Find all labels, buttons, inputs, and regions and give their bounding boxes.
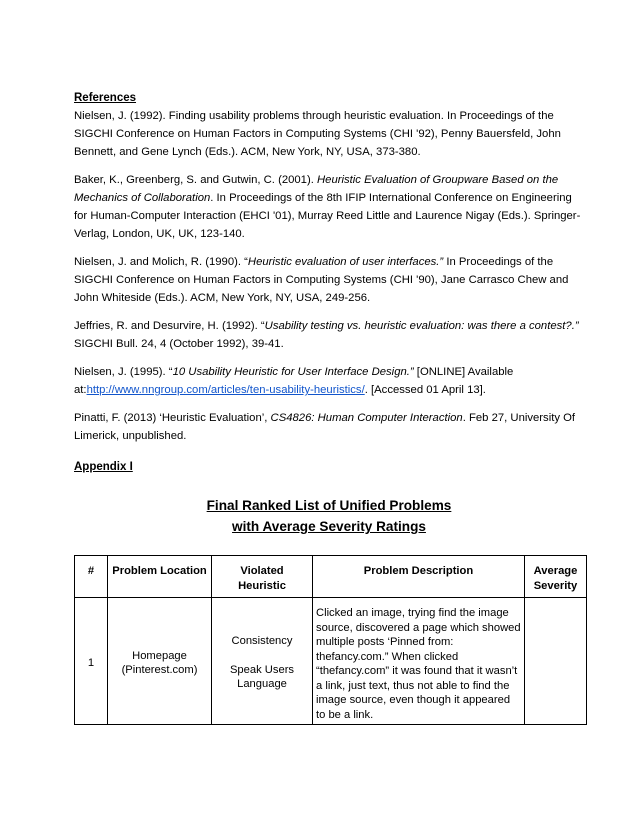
header-problem-location: Problem Location xyxy=(108,556,212,598)
reference-italic-title: CS4826: Human Computer Interaction xyxy=(270,412,463,424)
document-page xyxy=(74,90,584,725)
row-heuristic-2-line2: Language xyxy=(237,678,287,691)
reference-text: In Proceedings of the SIGCHI Conference on Human Factors in Computing Systems (CHI '90), Jane Carrasco Chew and John Whiteside (Eds.). ACM, New York, NY, USA, 249-256. xyxy=(74,256,569,304)
reference-text: Pinatti, F. (2013) ‘Heuristic Evaluation’, xyxy=(74,412,271,424)
reference-text: . Feb 27, University Of Limerick, unpublished. xyxy=(74,412,576,442)
reference-item xyxy=(74,363,584,399)
row-heuristic-1: Consistency xyxy=(231,635,293,648)
reference-item xyxy=(74,253,584,307)
row-location-line2: (Pinterest.com) xyxy=(121,664,198,676)
reference-italic-title: 10 Usability Heuristic for User Interface Design.” xyxy=(172,366,414,378)
row-heuristic-2-line1: Speak Users xyxy=(229,663,295,676)
appendix-title-line1: Final Ranked List of Unified Problems xyxy=(206,498,452,513)
appendix-title-line2: with Average Severity Ratings xyxy=(232,519,426,534)
reference-item xyxy=(74,317,584,353)
reference-italic-title: Heuristic Evaluation of Groupware Based on the Mechanics of Collaboration xyxy=(74,174,559,204)
header-problem-description: Problem Description xyxy=(313,556,525,598)
appendix-title xyxy=(74,495,584,537)
reference-link[interactable]: http://www.nngroup.com/articles/ten-usability-heuristics/ xyxy=(86,384,365,396)
row-location-line1: Homepage xyxy=(132,649,187,662)
header-heuristic-line1: Violated xyxy=(240,565,284,577)
row-severity xyxy=(525,598,587,725)
header-violated-heuristic xyxy=(212,556,313,598)
header-average-severity xyxy=(525,556,587,598)
reference-text: SIGCHI Bull. 24, 4 (October 1992), 39-41. xyxy=(74,338,284,350)
table-row xyxy=(75,598,587,725)
table-header-row xyxy=(75,556,587,598)
header-severity-line1: Average xyxy=(533,565,578,577)
appendix-heading: Appendix I xyxy=(74,461,133,473)
reference-text: [ONLINE] Available at: xyxy=(74,366,514,396)
reference-item xyxy=(74,409,584,445)
reference-text: . In Proceedings of the 8th IFIP International Conference on Engineering for Human-Computer Interaction (EHCI '01), Murray Reed Little and Laurence Nigay (Eds.). Springer-Verlag, London, UK, UK, 123-140. xyxy=(74,192,581,240)
header-severity-line2: Severity xyxy=(533,579,578,592)
row-location xyxy=(108,598,212,725)
row-description: Clicked an image, trying find the image source, discovered a page which showed multiple posts ‘Pinned from: thefancy.com.” When clicked “thefancy.com” it was found that it wasn’t a link, just text, thus not able to find the image source, even though it appeared to be a link. xyxy=(313,598,525,725)
header-number: # xyxy=(75,556,108,598)
row-number: 1 xyxy=(75,598,108,725)
header-heuristic-line2: Heuristic xyxy=(238,579,286,592)
reference-text: Baker, K., Greenberg, S. and Gutwin, C. (2001). xyxy=(74,174,318,186)
reference-list xyxy=(74,107,584,445)
reference-text: . [Accessed 01 April 13]. xyxy=(364,384,486,396)
reference-item xyxy=(74,171,584,243)
row-heuristic xyxy=(212,598,313,725)
reference-text: Nielsen, J. and Molich, R. (1990). “ xyxy=(74,256,248,268)
reference-text: Nielsen, J. (1992). Finding usability problems through heuristic evaluation. In Proceedings of the SIGCHI Conference on Human Factors in Computing Systems (CHI '92), Penny Bauersfeld, John Bennett, and Gene Lynch (Eds.). ACM, New York, NY, USA, 373-380. xyxy=(74,110,561,158)
reference-italic-title: Usability testing vs. heuristic evaluation: was there a contest?.” xyxy=(264,320,579,332)
reference-item xyxy=(74,107,584,161)
reference-text: Jeffries, R. and Desurvire, H. (1992). “ xyxy=(74,320,265,332)
references-heading: References xyxy=(74,92,137,104)
reference-italic-title: Heuristic evaluation of user interfaces.” xyxy=(247,256,444,268)
problems-table xyxy=(74,555,587,725)
reference-text: Nielsen, J. (1995). “ xyxy=(74,366,173,378)
